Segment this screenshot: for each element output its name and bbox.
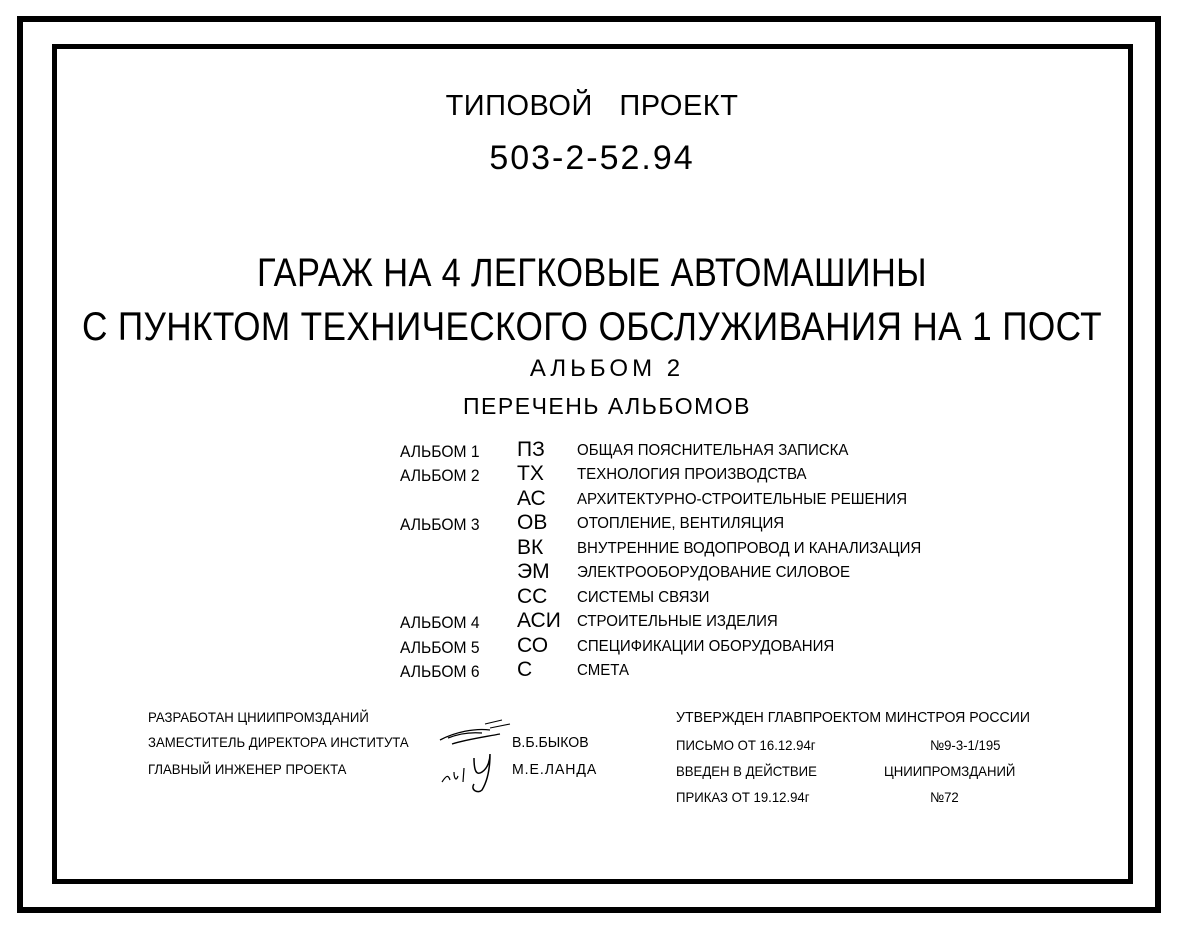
album-row-code: АС (517, 487, 546, 510)
developer-org: РАЗРАБОТАН ЦНИИПРОМЗДАНИЙ (148, 709, 369, 725)
album-row-album: АЛЬБОМ 2 (400, 466, 480, 485)
album-row-code: ТХ (517, 462, 544, 485)
signature-strokes (430, 710, 525, 795)
order-number: №72 (930, 789, 959, 805)
album-row-code: ВК (517, 536, 544, 559)
enacted-by: ЦНИИПРОМЗДАНИЙ (884, 763, 1016, 779)
album-row-album: АЛЬБОМ 1 (400, 442, 480, 461)
deputy-director-name: В.Б.БЫКОВ (512, 734, 589, 751)
order-label: ПРИКАЗ ОТ 19.12.94г (676, 789, 810, 805)
album-row-desc: АРХИТЕКТУРНО-СТРОИТЕЛЬНЫЕ РЕШЕНИЯ (577, 491, 908, 508)
album-label: АЛЬБОМ 2 (529, 355, 685, 382)
chief-engineer-label: ГЛАВНЫЙ ИНЖЕНЕР ПРОЕКТА (148, 761, 347, 777)
album-row-album: АЛЬБОМ 4 (400, 613, 480, 632)
album-row-code: ОВ (517, 511, 548, 534)
album-row-code: ЭМ (517, 560, 550, 583)
album-row-code: АСИ (517, 609, 561, 632)
album-row-desc: СМЕТА (577, 662, 629, 679)
title-line-2: С ПУНКТОМ ТЕХНИЧЕСКОГО ОБСЛУЖИВАНИЯ НА 1 ПОСТ (81, 305, 1103, 349)
album-row-desc: ЭЛЕКТРООБОРУДОВАНИЕ СИЛОВОЕ (577, 564, 851, 581)
letter-number: №9-3-1/195 (930, 737, 1001, 753)
album-row-desc: СПЕЦИФИКАЦИИ ОБОРУДОВАНИЯ (577, 638, 835, 655)
chief-engineer-name: М.Е.ЛАНДА (512, 761, 598, 778)
project-type-heading: ТИПОВОЙ ПРОЕКТ (445, 90, 739, 122)
album-row-desc: ТЕХНОЛОГИЯ ПРОИЗВОДСТВА (577, 466, 807, 483)
album-row-desc: СИСТЕМЫ СВЯЗИ (577, 589, 710, 606)
album-row-desc: ОТОПЛЕНИЕ, ВЕНТИЛЯЦИЯ (577, 515, 785, 532)
album-row-album: АЛЬБОМ 3 (400, 515, 480, 534)
album-row-desc: ВНУТРЕННИЕ ВОДОПРОВОД И КАНАЛИЗАЦИЯ (577, 540, 922, 557)
album-row-desc: ОБЩАЯ ПОЯСНИТЕЛЬНАЯ ЗАПИСКА (577, 442, 849, 459)
enacted-label: ВВЕДЕН В ДЕЙСТВИЕ (676, 763, 817, 779)
album-list-title: ПЕРЕЧЕНЬ АЛЬБОМОВ (463, 393, 751, 419)
album-row-code: С (517, 658, 533, 681)
project-code: 503-2-52.94 (489, 139, 695, 177)
album-row-code: ПЗ (517, 438, 545, 461)
album-row-code: СО (517, 634, 549, 657)
album-row-desc: СТРОИТЕЛЬНЫЕ ИЗДЕЛИЯ (577, 613, 778, 630)
letter-label: ПИСЬМО ОТ 16.12.94г (676, 737, 816, 753)
album-row-album: АЛЬБОМ 6 (400, 662, 480, 681)
album-row-code: СС (517, 585, 548, 608)
deputy-director-label: ЗАМЕСТИТЕЛЬ ДИРЕКТОРА ИНСТИТУТА (148, 734, 409, 750)
album-row-album: АЛЬБОМ 5 (400, 638, 480, 657)
title-line-1: ГАРАЖ НА 4 ЛЕГКОВЫЕ АВТОМАШИНЫ (257, 251, 927, 295)
approval-line: УТВЕРЖДЕН ГЛАВПРОЕКТОМ МИНСТРОЯ РОССИИ (676, 709, 1030, 726)
